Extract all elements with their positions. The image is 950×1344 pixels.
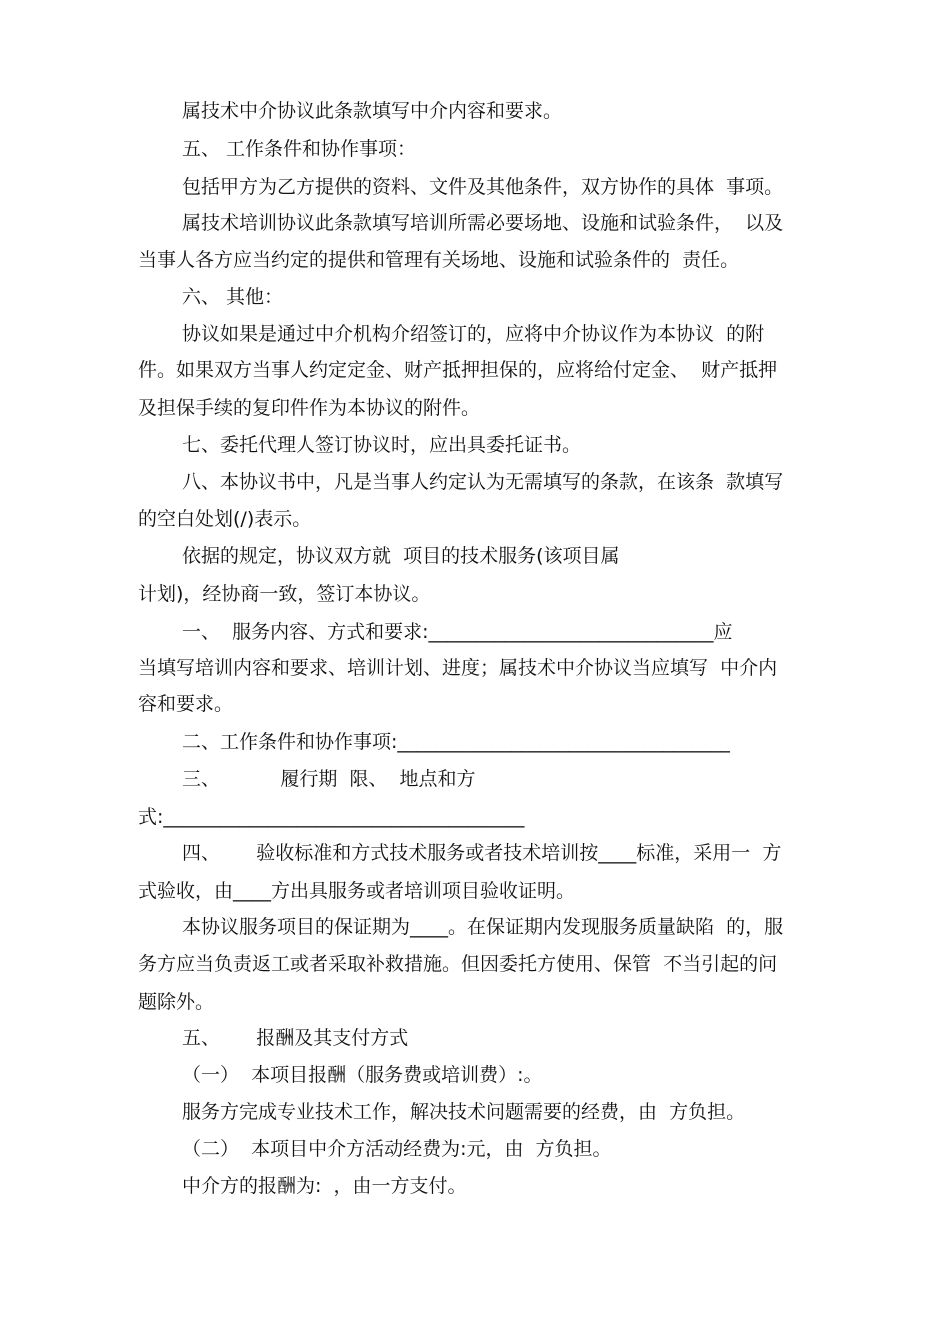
section-heading: 一、 服务内容、方式和要求:______________________________应 <box>182 621 733 643</box>
paragraph-line: 容和要求。 <box>138 693 234 715</box>
paragraph-line: 式验收，由____方出具服务或者培训项目验收证明。 <box>138 880 576 902</box>
paragraph-line: 计划)，经协商一致，签订本协议。 <box>138 583 431 605</box>
subsection-heading: （二） 本项目中介方活动经费为:元，由 方负担。 <box>182 1138 612 1160</box>
section-heading: 五、 报酬及其支付方式 <box>182 1027 409 1049</box>
paragraph-line: 服务方完成专业技术工作，解决技术问题需要的经费，由 方负担。 <box>182 1101 746 1123</box>
subsection-heading: （一） 本项目报酬（服务费或培训费）:。 <box>182 1064 543 1086</box>
section-heading: 三、 履行期 限、 地点和方 <box>182 768 476 790</box>
section-heading: 二、工作条件和协作事项:___________________________________ <box>182 731 730 753</box>
section-heading: 五、 工作条件和协作事项： <box>182 138 417 160</box>
paragraph-line: 属技术中介协议此条款填写中介内容和要求。 <box>182 100 563 122</box>
section-heading: 四、 验收标准和方式技术服务或者技术培训按____标准，采用一 方 <box>182 842 782 864</box>
paragraph-line: 务方应当负责返工或者采取补救措施。但因委托方使用、保管 不当引起的问 <box>138 953 778 975</box>
section-heading: 七、委托代理人签订协议时，应出具委托证书。 <box>182 434 582 456</box>
paragraph-line: 式:______________________________________ <box>138 806 525 828</box>
section-heading: 八、本协议书中，凡是当事人约定认为无需填写的条款，在该条 款填写 <box>182 471 784 493</box>
paragraph-line: 协议如果是通过中介机构介绍签订的，应将中介协议作为本协议 的附 <box>182 323 765 345</box>
paragraph-line: 包括甲方为乙方提供的资料、文件及其他条件，双方协作的具体 事项。 <box>182 176 784 198</box>
paragraph-line: 依据的规定，协议双方就 项目的技术服务(该项目属 <box>182 545 620 567</box>
paragraph-line: 题除外。 <box>138 991 215 1013</box>
paragraph-line: 当填写培训内容和要求、培训计划、进度；属技术中介协议当应填写 中介内 <box>138 657 778 679</box>
paragraph-line: 及担保手续的复印件作为本协议的附件。 <box>138 397 481 419</box>
paragraph-line: 本协议服务项目的保证期为____。在保证期内发现服务质量缺陷 的，服 <box>182 916 784 938</box>
paragraph-line: 中介方的报酬为: ，由一方支付。 <box>182 1175 467 1197</box>
paragraph-line: 件。如果双方当事人约定定金、财产抵押担保的，应将给付定金、 财产抵押 <box>138 359 778 381</box>
section-heading: 六、 其他： <box>182 286 284 308</box>
paragraph-line: 属技术培训协议此条款填写培训所需必要场地、设施和试验条件， 以及 <box>182 212 784 234</box>
paragraph-line: 当事人各方应当约定的提供和管理有关场地、设施和试验条件的 责任。 <box>138 249 740 271</box>
paragraph-line: 的空白处划(/)表示。 <box>138 508 312 530</box>
